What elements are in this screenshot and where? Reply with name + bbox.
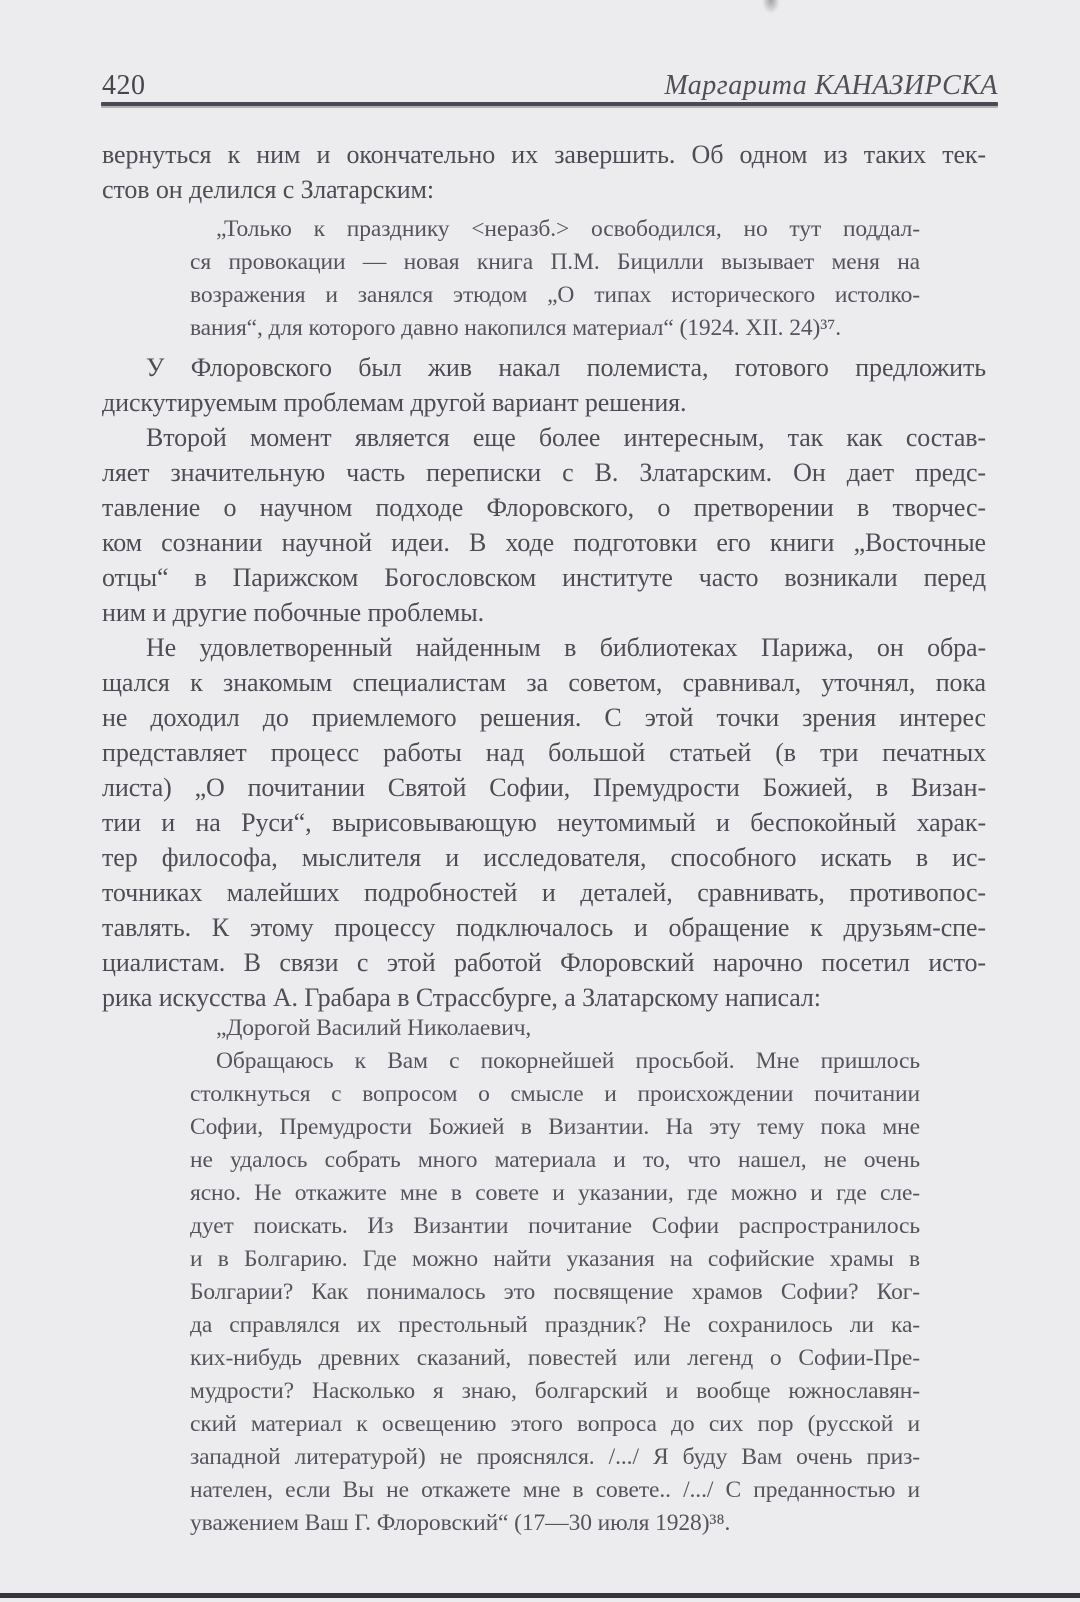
text-line: „Дорогой Василий Николаевич, bbox=[216, 1015, 532, 1041]
intro-paragraph bbox=[102, 137, 986, 207]
text-line: не доходил до приемлемого решения. С этой точки зрения интерес bbox=[102, 703, 986, 732]
text-line: тии и на Руси“, вырисовывающую неутомимый и беспокойный харак- bbox=[102, 808, 986, 837]
scan-smudge bbox=[762, 0, 780, 14]
text-line: и в Болгарию. Где можно найти указания на софийские храмы в bbox=[190, 1246, 920, 1272]
text-line: У Флоровского был жив накал полемиста, готового предложить bbox=[146, 353, 986, 382]
text-line: нателен, если Вы не откажете мне в совете.. /.../ С преданностью и bbox=[190, 1477, 920, 1503]
text-line: вернуться к ним и окончательно их завершить. Об одном из таких тек- bbox=[102, 140, 986, 169]
quote-1924 bbox=[190, 213, 920, 345]
text-line: ком сознании научной идеи. В ходе подготовки его книги „Восточные bbox=[102, 528, 986, 557]
text-line: ский материал к освещению этого вопроса до сих пор (русской и bbox=[190, 1411, 920, 1437]
text-line: ясно. Не откажите мне в совете и указании, где можно и где сле- bbox=[190, 1180, 920, 1206]
letter-1928 bbox=[190, 1012, 920, 1540]
text-line: уважением Ваш Г. Флоровский“ (17—30 июля 1928)³⁸. bbox=[190, 1510, 731, 1536]
text-line: ляет значительную часть переписки с В. Златарским. Он дает предс- bbox=[102, 458, 986, 487]
text-line: точниках малейших подробностей и деталей, сравнивать, противопос- bbox=[102, 878, 986, 907]
text-line: тавлять. К этому процессу подключалось и обращение к друзьям-спе- bbox=[102, 913, 986, 942]
text-line: ним и другие побочные проблемы. bbox=[102, 598, 484, 627]
text-line: Софии, Премудрости Божией в Византии. На эту тему пока мне bbox=[190, 1114, 920, 1140]
text-line: тер философа, мыслителя и исследователя, способного искать в ис- bbox=[102, 843, 986, 872]
text-line: листа) „О почитании Святой Софии, Премудрости Божией, в Визан- bbox=[102, 773, 986, 802]
text-line: тавление о научном подходе Флоровского, о претворении в творчес- bbox=[102, 493, 986, 522]
text-line: дует поискать. Из Византии почитание Софии распространилось bbox=[190, 1213, 920, 1239]
text-line: возражения и занялся этюдом „О типах исторического истолко- bbox=[190, 282, 920, 308]
text-line: Болгарии? Как понималось это посвящение храмов Софии? Ког- bbox=[190, 1279, 920, 1305]
text-line: Обращаюсь к Вам с покорнейшей просьбой. Мне пришлось bbox=[216, 1048, 920, 1074]
text-line: не удалось собрать много материала и то, что нашел, не очень bbox=[190, 1147, 920, 1173]
text-line: Не удовлетворенный найденным в библиотеках Парижа, он обра- bbox=[146, 633, 986, 662]
page-number: 420 bbox=[102, 70, 146, 101]
text-line: стов он делился с Златарским: bbox=[102, 175, 435, 204]
text-line: да справлялся их престольный праздник? Не сохранилось ли ка- bbox=[190, 1312, 920, 1338]
text-line: дискутируемым проблемам другой вариант решения. bbox=[102, 388, 687, 417]
text-line: Второй момент является еще более интересным, так как состав- bbox=[146, 423, 986, 452]
text-line: „Только к празднику <неразб.> освободился, но тут поддал- bbox=[216, 216, 920, 242]
text-line: щался к знакомым специалистам за советом, сравнивал, уточнял, пока bbox=[102, 668, 986, 697]
text-line: ся провокации — новая книга П.М. Бицилли вызывает меня на bbox=[190, 249, 920, 275]
text-line: отцы“ в Парижском Богословском институте часто возникали перед bbox=[102, 563, 986, 592]
text-line: мудрости? Насколько я знаю, болгарский и вообще южнославян- bbox=[190, 1378, 920, 1404]
running-header bbox=[102, 70, 998, 102]
text-line: рика искусства А. Грабара в Страссбурге, а Златарскому написал: bbox=[102, 983, 821, 1012]
text-line: представляет процесс работы над большой статьей (в три печатных bbox=[102, 738, 986, 767]
running-head-author: Маргарита КАНАЗИРСКА bbox=[664, 70, 998, 101]
header-rule bbox=[101, 102, 998, 106]
text-line: столкнуться с вопросом о смысле и происхождении почитании bbox=[190, 1081, 920, 1107]
text-line: ких-нибудь древних сказаний, повестей или легенд о Софии-Пре- bbox=[190, 1345, 920, 1371]
text-line: циалистам. В связи с этой работой Флоровский нарочно посетил исто- bbox=[102, 948, 986, 977]
text-line: вания“, для которого давно накопился материал“ (1924. XII. 24)³⁷. bbox=[190, 315, 842, 341]
scan-bottom-edge bbox=[0, 1593, 1080, 1598]
text-line: западной литературой) не прояснялся. /.../ Я буду Вам очень приз- bbox=[190, 1444, 920, 1470]
main-paragraphs bbox=[102, 350, 986, 1015]
